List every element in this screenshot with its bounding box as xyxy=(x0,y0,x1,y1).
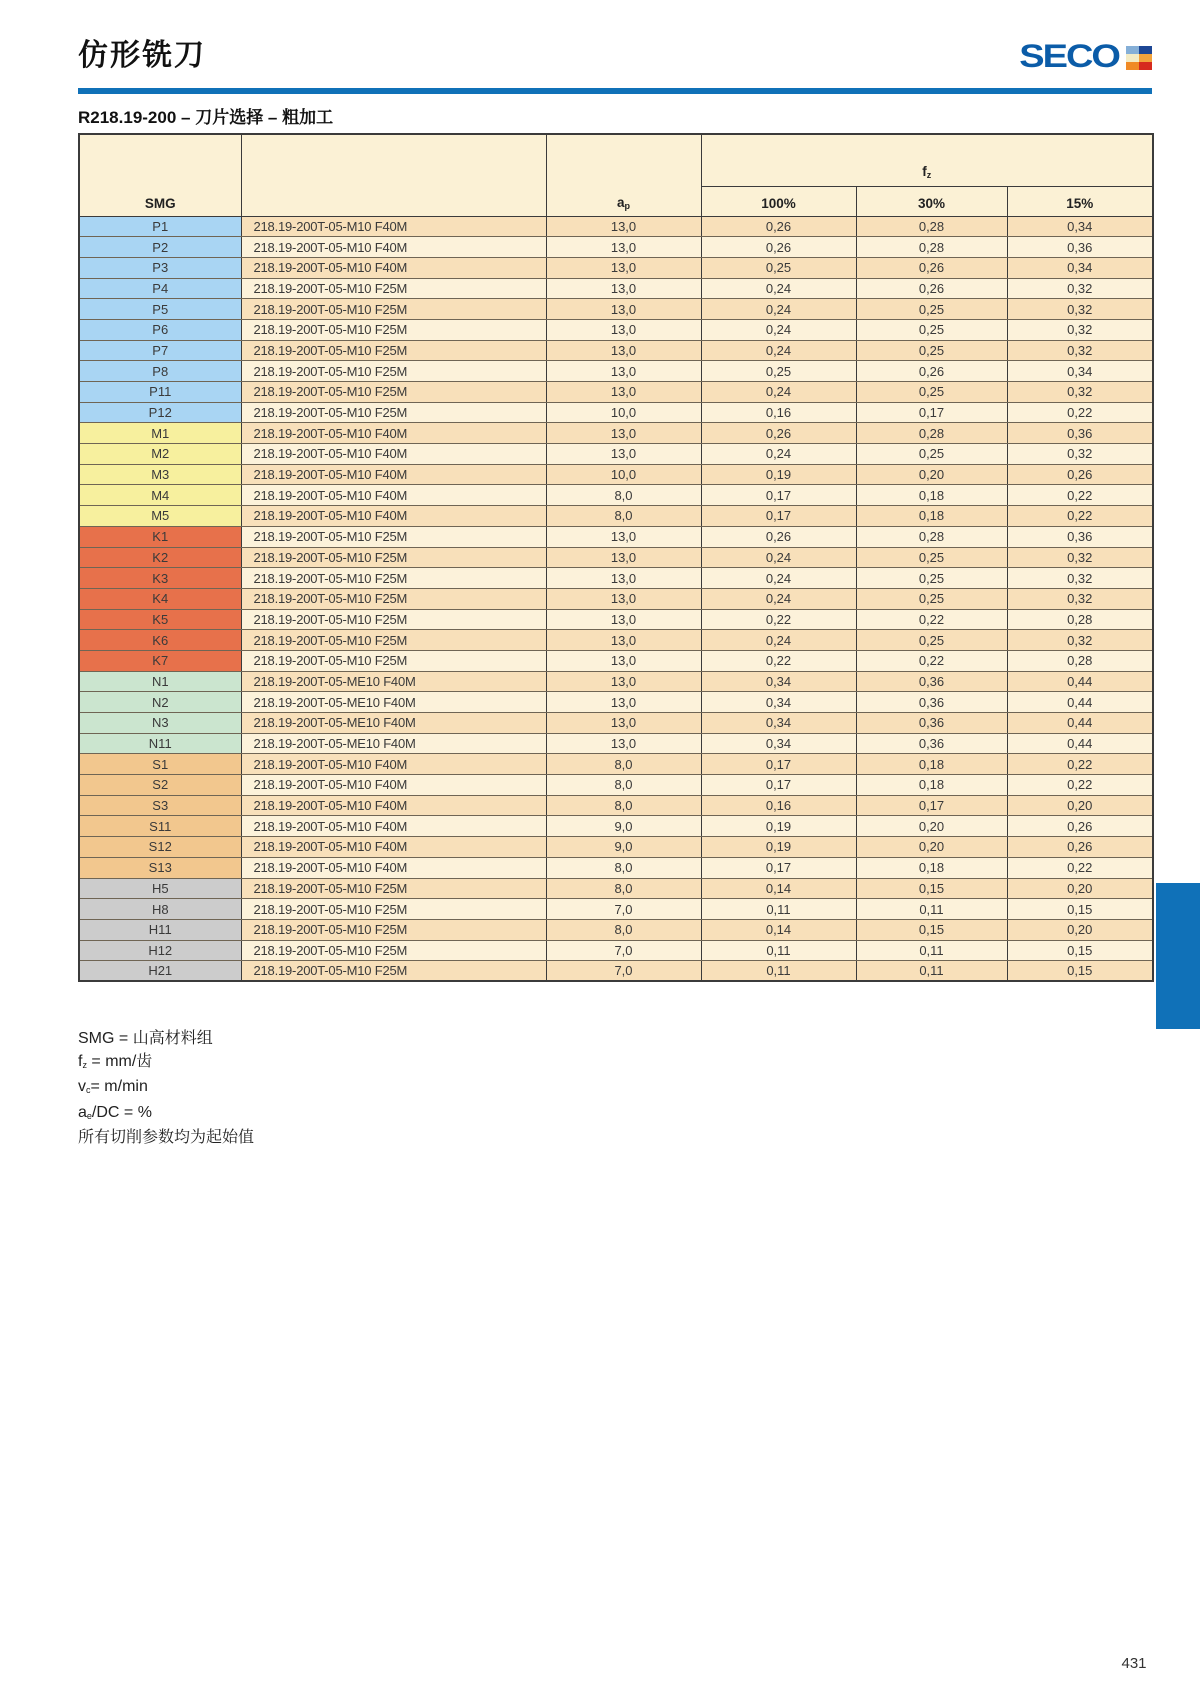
fz-100-cell: 0,26 xyxy=(701,237,856,258)
product-cell: 218.19-200T-05-M10 F40M xyxy=(241,754,546,775)
table-row xyxy=(79,526,1153,547)
fz-100-cell: 0,19 xyxy=(701,816,856,837)
fz-100-cell: 0,24 xyxy=(701,568,856,589)
fz-30-cell: 0,15 xyxy=(856,919,1007,940)
fz-100-cell: 0,25 xyxy=(701,257,856,278)
table-row xyxy=(79,609,1153,630)
table-row xyxy=(79,506,1153,527)
fz-30-cell: 0,18 xyxy=(856,775,1007,796)
fz-30-cell: 0,36 xyxy=(856,671,1007,692)
fz-30-cell: 0,18 xyxy=(856,857,1007,878)
smg-cell: K7 xyxy=(79,650,241,671)
smg-cell: K5 xyxy=(79,609,241,630)
fz-100-cell: 0,25 xyxy=(701,361,856,382)
smg-cell: P4 xyxy=(79,278,241,299)
ap-cell: 13,0 xyxy=(546,733,701,754)
table-row xyxy=(79,361,1153,382)
table-row xyxy=(79,485,1153,506)
table-row xyxy=(79,837,1153,858)
footnote-line: $f_z = mm/$齿 xyxy=(78,1052,153,1070)
product-cell: 218.19-200T-05-ME10 F40M xyxy=(241,692,546,713)
fz-100-cell: 0,16 xyxy=(701,402,856,423)
smg-cell: K2 xyxy=(79,547,241,568)
table-header-row-top xyxy=(79,134,1153,186)
fz-30-cell: 0,20 xyxy=(856,816,1007,837)
product-cell: 218.19-200T-05-M10 F25M xyxy=(241,299,546,320)
seco-logo-squares-icon xyxy=(1126,46,1152,70)
ap-cell: 13,0 xyxy=(546,382,701,403)
fz-100-cell: 0,17 xyxy=(701,775,856,796)
fz-30-cell: 0,28 xyxy=(856,216,1007,237)
smg-cell: H8 xyxy=(79,899,241,920)
table-row xyxy=(79,919,1153,940)
product-cell: 218.19-200T-05-M10 F25M xyxy=(241,382,546,403)
logo-square-icon xyxy=(1126,46,1139,54)
footnote-line: $v_c= m/\min$ xyxy=(78,1078,148,1095)
fz-30-cell: 0,25 xyxy=(856,630,1007,651)
table-row xyxy=(79,816,1153,837)
fz-100-cell: 0,34 xyxy=(701,692,856,713)
seco-logo-text: SECO xyxy=(1019,38,1119,75)
product-cell: 218.19-200T-05-ME10 F40M xyxy=(241,733,546,754)
product-cell: 218.19-200T-05-M10 F25M xyxy=(241,919,546,940)
product-cell: 218.19-200T-05-M10 F40M xyxy=(241,257,546,278)
fz-30-cell: 0,28 xyxy=(856,237,1007,258)
ap-cell: 13,0 xyxy=(546,568,701,589)
product-cell: 218.19-200T-05-M10 F40M xyxy=(241,216,546,237)
ap-cell: 7,0 xyxy=(546,940,701,961)
fz-30-cell: 0,11 xyxy=(856,961,1007,982)
product-cell: 218.19-200T-05-M10 F25M xyxy=(241,361,546,382)
table-row xyxy=(79,278,1153,299)
fz-15-cell: 0,15 xyxy=(1007,899,1153,920)
smg-cell: P5 xyxy=(79,299,241,320)
fz-15-cell: 0,26 xyxy=(1007,816,1153,837)
smg-cell: N3 xyxy=(79,713,241,734)
fz-15-cell: 0,32 xyxy=(1007,444,1153,465)
fz-15-cell: 0,32 xyxy=(1007,382,1153,403)
fz-30-cell: 0,28 xyxy=(856,526,1007,547)
fz-15-cell: 0,36 xyxy=(1007,423,1153,444)
product-cell: 218.19-200T-05-M10 F40M xyxy=(241,837,546,858)
fz-100-cell: 0,24 xyxy=(701,319,856,340)
fz-15-cell: 0,22 xyxy=(1007,402,1153,423)
smg-cell: M1 xyxy=(79,423,241,444)
fz-15-cell: 0,22 xyxy=(1007,775,1153,796)
fz-100-cell: 0,11 xyxy=(701,961,856,982)
ap-cell: 13,0 xyxy=(546,609,701,630)
table-row xyxy=(79,671,1153,692)
fz-100-cell: 0,24 xyxy=(701,630,856,651)
fz-100-cell: 0,24 xyxy=(701,299,856,320)
cutting-data-table-wrap xyxy=(78,133,1152,982)
fz-30-cell: 0,28 xyxy=(856,423,1007,444)
col-header-ap: $a_p$ xyxy=(546,134,701,216)
ap-cell: 13,0 xyxy=(546,526,701,547)
product-cell: 218.19-200T-05-M10 F40M xyxy=(241,423,546,444)
fz-15-cell: 0,36 xyxy=(1007,526,1153,547)
ap-cell: 13,0 xyxy=(546,588,701,609)
fz-30-cell: 0,25 xyxy=(856,319,1007,340)
product-cell: 218.19-200T-05-M10 F25M xyxy=(241,319,546,340)
product-cell: 218.19-200T-05-M10 F25M xyxy=(241,547,546,568)
smg-cell: P11 xyxy=(79,382,241,403)
fz-30-cell: 0,25 xyxy=(856,340,1007,361)
smg-cell: H21 xyxy=(79,961,241,982)
table-row xyxy=(79,630,1153,651)
product-cell: 218.19-200T-05-M10 F25M xyxy=(241,630,546,651)
fz-30-cell: 0,26 xyxy=(856,257,1007,278)
smg-cell: K4 xyxy=(79,588,241,609)
fz-15-cell: 0,36 xyxy=(1007,237,1153,258)
ap-cell: 8,0 xyxy=(546,878,701,899)
table-row xyxy=(79,857,1153,878)
fz-100-cell: 0,34 xyxy=(701,671,856,692)
product-cell: 218.19-200T-05-M10 F25M xyxy=(241,402,546,423)
fz-100-cell: 0,26 xyxy=(701,526,856,547)
ap-cell: 13,0 xyxy=(546,423,701,444)
smg-cell: M5 xyxy=(79,506,241,527)
table-row xyxy=(79,940,1153,961)
ap-cell: 13,0 xyxy=(546,257,701,278)
fz-100-cell: 0,17 xyxy=(701,485,856,506)
fz-15-cell: 0,20 xyxy=(1007,919,1153,940)
fz-30-cell: 0,20 xyxy=(856,464,1007,485)
table-row xyxy=(79,568,1153,589)
fz-30-cell: 0,18 xyxy=(856,485,1007,506)
table-row xyxy=(79,754,1153,775)
fz-100-cell: 0,11 xyxy=(701,940,856,961)
fz-100-cell: 0,34 xyxy=(701,733,856,754)
table-row xyxy=(79,692,1153,713)
fz-30-cell: 0,17 xyxy=(856,402,1007,423)
smg-cell: M3 xyxy=(79,464,241,485)
smg-cell: K6 xyxy=(79,630,241,651)
product-cell: 218.19-200T-05-M10 F25M xyxy=(241,940,546,961)
table-row xyxy=(79,961,1153,982)
fz-15-cell: 0,44 xyxy=(1007,692,1153,713)
ap-cell: 13,0 xyxy=(546,692,701,713)
logo-square-icon xyxy=(1139,62,1152,70)
smg-cell: H11 xyxy=(79,919,241,940)
smg-cell: P12 xyxy=(79,402,241,423)
product-cell: 218.19-200T-05-M10 F40M xyxy=(241,237,546,258)
smg-cell: P7 xyxy=(79,340,241,361)
fz-100-cell: 0,17 xyxy=(701,857,856,878)
fz-30-cell: 0,22 xyxy=(856,609,1007,630)
smg-cell: P6 xyxy=(79,319,241,340)
ap-cell: 8,0 xyxy=(546,775,701,796)
fz-15-cell: 0,15 xyxy=(1007,961,1153,982)
fz-15-cell: 0,22 xyxy=(1007,754,1153,775)
table-row xyxy=(79,464,1153,485)
ap-cell: 13,0 xyxy=(546,713,701,734)
fz-100-cell: 0,24 xyxy=(701,547,856,568)
fz-30-cell: 0,36 xyxy=(856,733,1007,754)
product-cell: 218.19-200T-05-M10 F25M xyxy=(241,526,546,547)
fz-30-cell: 0,22 xyxy=(856,650,1007,671)
ap-cell: 8,0 xyxy=(546,857,701,878)
col-header-30pct: 30% xyxy=(856,186,1007,216)
smg-cell: K1 xyxy=(79,526,241,547)
table-row xyxy=(79,382,1153,403)
fz-15-cell: 0,22 xyxy=(1007,485,1153,506)
page-title: 仿形铣刀 xyxy=(78,38,206,73)
ap-cell: 13,0 xyxy=(546,319,701,340)
product-cell: 218.19-200T-05-M10 F25M xyxy=(241,961,546,982)
fz-30-cell: 0,20 xyxy=(856,837,1007,858)
fz-15-cell: 0,22 xyxy=(1007,506,1153,527)
table-row xyxy=(79,733,1153,754)
fz-15-cell: 0,44 xyxy=(1007,713,1153,734)
col-header-smg: SMG xyxy=(79,134,241,216)
fz-15-cell: 0,44 xyxy=(1007,733,1153,754)
fz-100-cell: 0,17 xyxy=(701,506,856,527)
table-row xyxy=(79,547,1153,568)
fz-15-cell: 0,26 xyxy=(1007,464,1153,485)
fz-100-cell: 0,14 xyxy=(701,878,856,899)
page-number: 431 xyxy=(1121,1655,1147,1672)
ap-cell: 10,0 xyxy=(546,464,701,485)
product-cell: 218.19-200T-05-M10 F25M xyxy=(241,568,546,589)
table-row xyxy=(79,402,1153,423)
fz-15-cell: 0,15 xyxy=(1007,940,1153,961)
table-row xyxy=(79,650,1153,671)
fz-100-cell: 0,17 xyxy=(701,754,856,775)
fz-100-cell: 0,11 xyxy=(701,899,856,920)
col-header-100pct: 100% xyxy=(701,186,856,216)
fz-15-cell: 0,32 xyxy=(1007,547,1153,568)
ap-cell: 8,0 xyxy=(546,485,701,506)
ap-cell: 9,0 xyxy=(546,816,701,837)
fz-100-cell: 0,19 xyxy=(701,837,856,858)
ap-cell: 7,0 xyxy=(546,961,701,982)
fz-100-cell: 0,19 xyxy=(701,464,856,485)
smg-cell: N1 xyxy=(79,671,241,692)
table-body xyxy=(79,216,1153,981)
smg-cell: S12 xyxy=(79,837,241,858)
fz-100-cell: 0,24 xyxy=(701,278,856,299)
logo-square-icon xyxy=(1139,46,1152,54)
smg-cell: P3 xyxy=(79,257,241,278)
ap-cell: 8,0 xyxy=(546,754,701,775)
fz-15-cell: 0,32 xyxy=(1007,278,1153,299)
table-row xyxy=(79,319,1153,340)
smg-cell: P1 xyxy=(79,216,241,237)
table-row xyxy=(79,444,1153,465)
fz-15-cell: 0,22 xyxy=(1007,857,1153,878)
ap-cell: 8,0 xyxy=(546,795,701,816)
footnotes xyxy=(78,1028,254,1150)
table-row xyxy=(79,713,1153,734)
ap-cell: 13,0 xyxy=(546,630,701,651)
fz-30-cell: 0,25 xyxy=(856,547,1007,568)
ap-cell: 13,0 xyxy=(546,361,701,382)
product-cell: 218.19-200T-05-M10 F40M xyxy=(241,444,546,465)
ap-cell: 8,0 xyxy=(546,506,701,527)
fz-100-cell: 0,24 xyxy=(701,340,856,361)
table-row xyxy=(79,878,1153,899)
fz-30-cell: 0,15 xyxy=(856,878,1007,899)
fz-15-cell: 0,20 xyxy=(1007,795,1153,816)
fz-15-cell: 0,34 xyxy=(1007,216,1153,237)
table-row xyxy=(79,775,1153,796)
table-row xyxy=(79,588,1153,609)
footnote-line: $a_e/DC$ = % xyxy=(78,1103,152,1121)
fz-100-cell: 0,26 xyxy=(701,423,856,444)
ap-cell: 13,0 xyxy=(546,444,701,465)
ap-cell: 13,0 xyxy=(546,340,701,361)
product-cell: 218.19-200T-05-M10 F40M xyxy=(241,816,546,837)
product-cell: 218.19-200T-05-M10 F25M xyxy=(241,340,546,361)
smg-cell: S3 xyxy=(79,795,241,816)
product-cell: 218.19-200T-05-ME10 F40M xyxy=(241,713,546,734)
fz-15-cell: 0,28 xyxy=(1007,650,1153,671)
footnote-line: SMG = 山高材料组 xyxy=(78,1030,213,1047)
table-row xyxy=(79,423,1153,444)
product-cell: 218.19-200T-05-ME10 F40M xyxy=(241,671,546,692)
ap-cell: 13,0 xyxy=(546,671,701,692)
smg-cell: H5 xyxy=(79,878,241,899)
table-row xyxy=(79,795,1153,816)
fz-30-cell: 0,25 xyxy=(856,299,1007,320)
product-cell: 218.19-200T-05-M10 F40M xyxy=(241,795,546,816)
ap-cell: 10,0 xyxy=(546,402,701,423)
logo-square-icon xyxy=(1139,54,1152,62)
fz-30-cell: 0,26 xyxy=(856,278,1007,299)
col-header-fz: $f_z$ xyxy=(701,134,1153,186)
table-row xyxy=(79,299,1153,320)
fz-30-cell: 0,25 xyxy=(856,444,1007,465)
smg-cell: P2 xyxy=(79,237,241,258)
cutting-data-table xyxy=(78,133,1154,982)
header-divider xyxy=(78,88,1152,94)
table-row xyxy=(79,237,1153,258)
smg-cell: N2 xyxy=(79,692,241,713)
fz-30-cell: 0,36 xyxy=(856,692,1007,713)
fz-15-cell: 0,32 xyxy=(1007,568,1153,589)
table-row xyxy=(79,340,1153,361)
fz-30-cell: 0,25 xyxy=(856,568,1007,589)
fz-30-cell: 0,36 xyxy=(856,713,1007,734)
fz-30-cell: 0,18 xyxy=(856,754,1007,775)
product-cell: 218.19-200T-05-M10 F25M xyxy=(241,878,546,899)
ap-cell: 9,0 xyxy=(546,837,701,858)
smg-cell: S1 xyxy=(79,754,241,775)
ap-cell: 13,0 xyxy=(546,216,701,237)
product-cell: 218.19-200T-05-M10 F25M xyxy=(241,899,546,920)
fz-100-cell: 0,16 xyxy=(701,795,856,816)
fz-15-cell: 0,32 xyxy=(1007,630,1153,651)
fz-30-cell: 0,11 xyxy=(856,940,1007,961)
fz-100-cell: 0,22 xyxy=(701,609,856,630)
ap-cell: 8,0 xyxy=(546,919,701,940)
ap-cell: 13,0 xyxy=(546,650,701,671)
fz-30-cell: 0,25 xyxy=(856,588,1007,609)
fz-15-cell: 0,32 xyxy=(1007,319,1153,340)
fz-100-cell: 0,24 xyxy=(701,588,856,609)
fz-15-cell: 0,26 xyxy=(1007,837,1153,858)
fz-30-cell: 0,26 xyxy=(856,361,1007,382)
fz-100-cell: 0,24 xyxy=(701,444,856,465)
fz-30-cell: 0,25 xyxy=(856,382,1007,403)
fz-15-cell: 0,28 xyxy=(1007,609,1153,630)
fz-30-cell: 0,11 xyxy=(856,899,1007,920)
smg-cell: M2 xyxy=(79,444,241,465)
footnote-line: 所有切削参数均为起始值 xyxy=(78,1129,255,1146)
fz-15-cell: 0,34 xyxy=(1007,361,1153,382)
fz-100-cell: 0,26 xyxy=(701,216,856,237)
fz-30-cell: 0,17 xyxy=(856,795,1007,816)
ap-cell: 13,0 xyxy=(546,278,701,299)
side-tab-marker xyxy=(1156,883,1200,1029)
fz-100-cell: 0,22 xyxy=(701,650,856,671)
product-cell: 218.19-200T-05-M10 F25M xyxy=(241,278,546,299)
section-title: R218.19-200 – 刀片选择 – 粗加工 xyxy=(78,108,334,127)
table-row xyxy=(79,216,1153,237)
smg-cell: S13 xyxy=(79,857,241,878)
product-cell: 218.19-200T-05-M10 F40M xyxy=(241,464,546,485)
fz-15-cell: 0,32 xyxy=(1007,340,1153,361)
fz-100-cell: 0,34 xyxy=(701,713,856,734)
ap-cell: 7,0 xyxy=(546,899,701,920)
smg-cell: M4 xyxy=(79,485,241,506)
smg-cell: S2 xyxy=(79,775,241,796)
fz-15-cell: 0,20 xyxy=(1007,878,1153,899)
product-cell: 218.19-200T-05-M10 F40M xyxy=(241,775,546,796)
ap-cell: 13,0 xyxy=(546,547,701,568)
fz-100-cell: 0,24 xyxy=(701,382,856,403)
product-cell: 218.19-200T-05-M10 F40M xyxy=(241,506,546,527)
smg-cell: K3 xyxy=(79,568,241,589)
ap-cell: 13,0 xyxy=(546,299,701,320)
logo-square-icon xyxy=(1126,54,1139,62)
table-row xyxy=(79,257,1153,278)
product-cell: 218.19-200T-05-M10 F40M xyxy=(241,857,546,878)
logo-square-icon xyxy=(1126,62,1139,70)
smg-cell: N11 xyxy=(79,733,241,754)
fz-15-cell: 0,32 xyxy=(1007,299,1153,320)
smg-cell: P8 xyxy=(79,361,241,382)
col-header-product xyxy=(241,134,546,216)
seco-logo xyxy=(1019,38,1152,75)
table-row xyxy=(79,899,1153,920)
product-cell: 218.19-200T-05-M10 F25M xyxy=(241,650,546,671)
fz-30-cell: 0,18 xyxy=(856,506,1007,527)
col-header-15pct: 15% xyxy=(1007,186,1153,216)
fz-15-cell: 0,44 xyxy=(1007,671,1153,692)
fz-100-cell: 0,14 xyxy=(701,919,856,940)
ap-cell: 13,0 xyxy=(546,237,701,258)
product-cell: 218.19-200T-05-M10 F25M xyxy=(241,609,546,630)
fz-15-cell: 0,32 xyxy=(1007,588,1153,609)
product-cell: 218.19-200T-05-M10 F25M xyxy=(241,588,546,609)
fz-15-cell: 0,34 xyxy=(1007,257,1153,278)
smg-cell: S11 xyxy=(79,816,241,837)
smg-cell: H12 xyxy=(79,940,241,961)
product-cell: 218.19-200T-05-M10 F40M xyxy=(241,485,546,506)
